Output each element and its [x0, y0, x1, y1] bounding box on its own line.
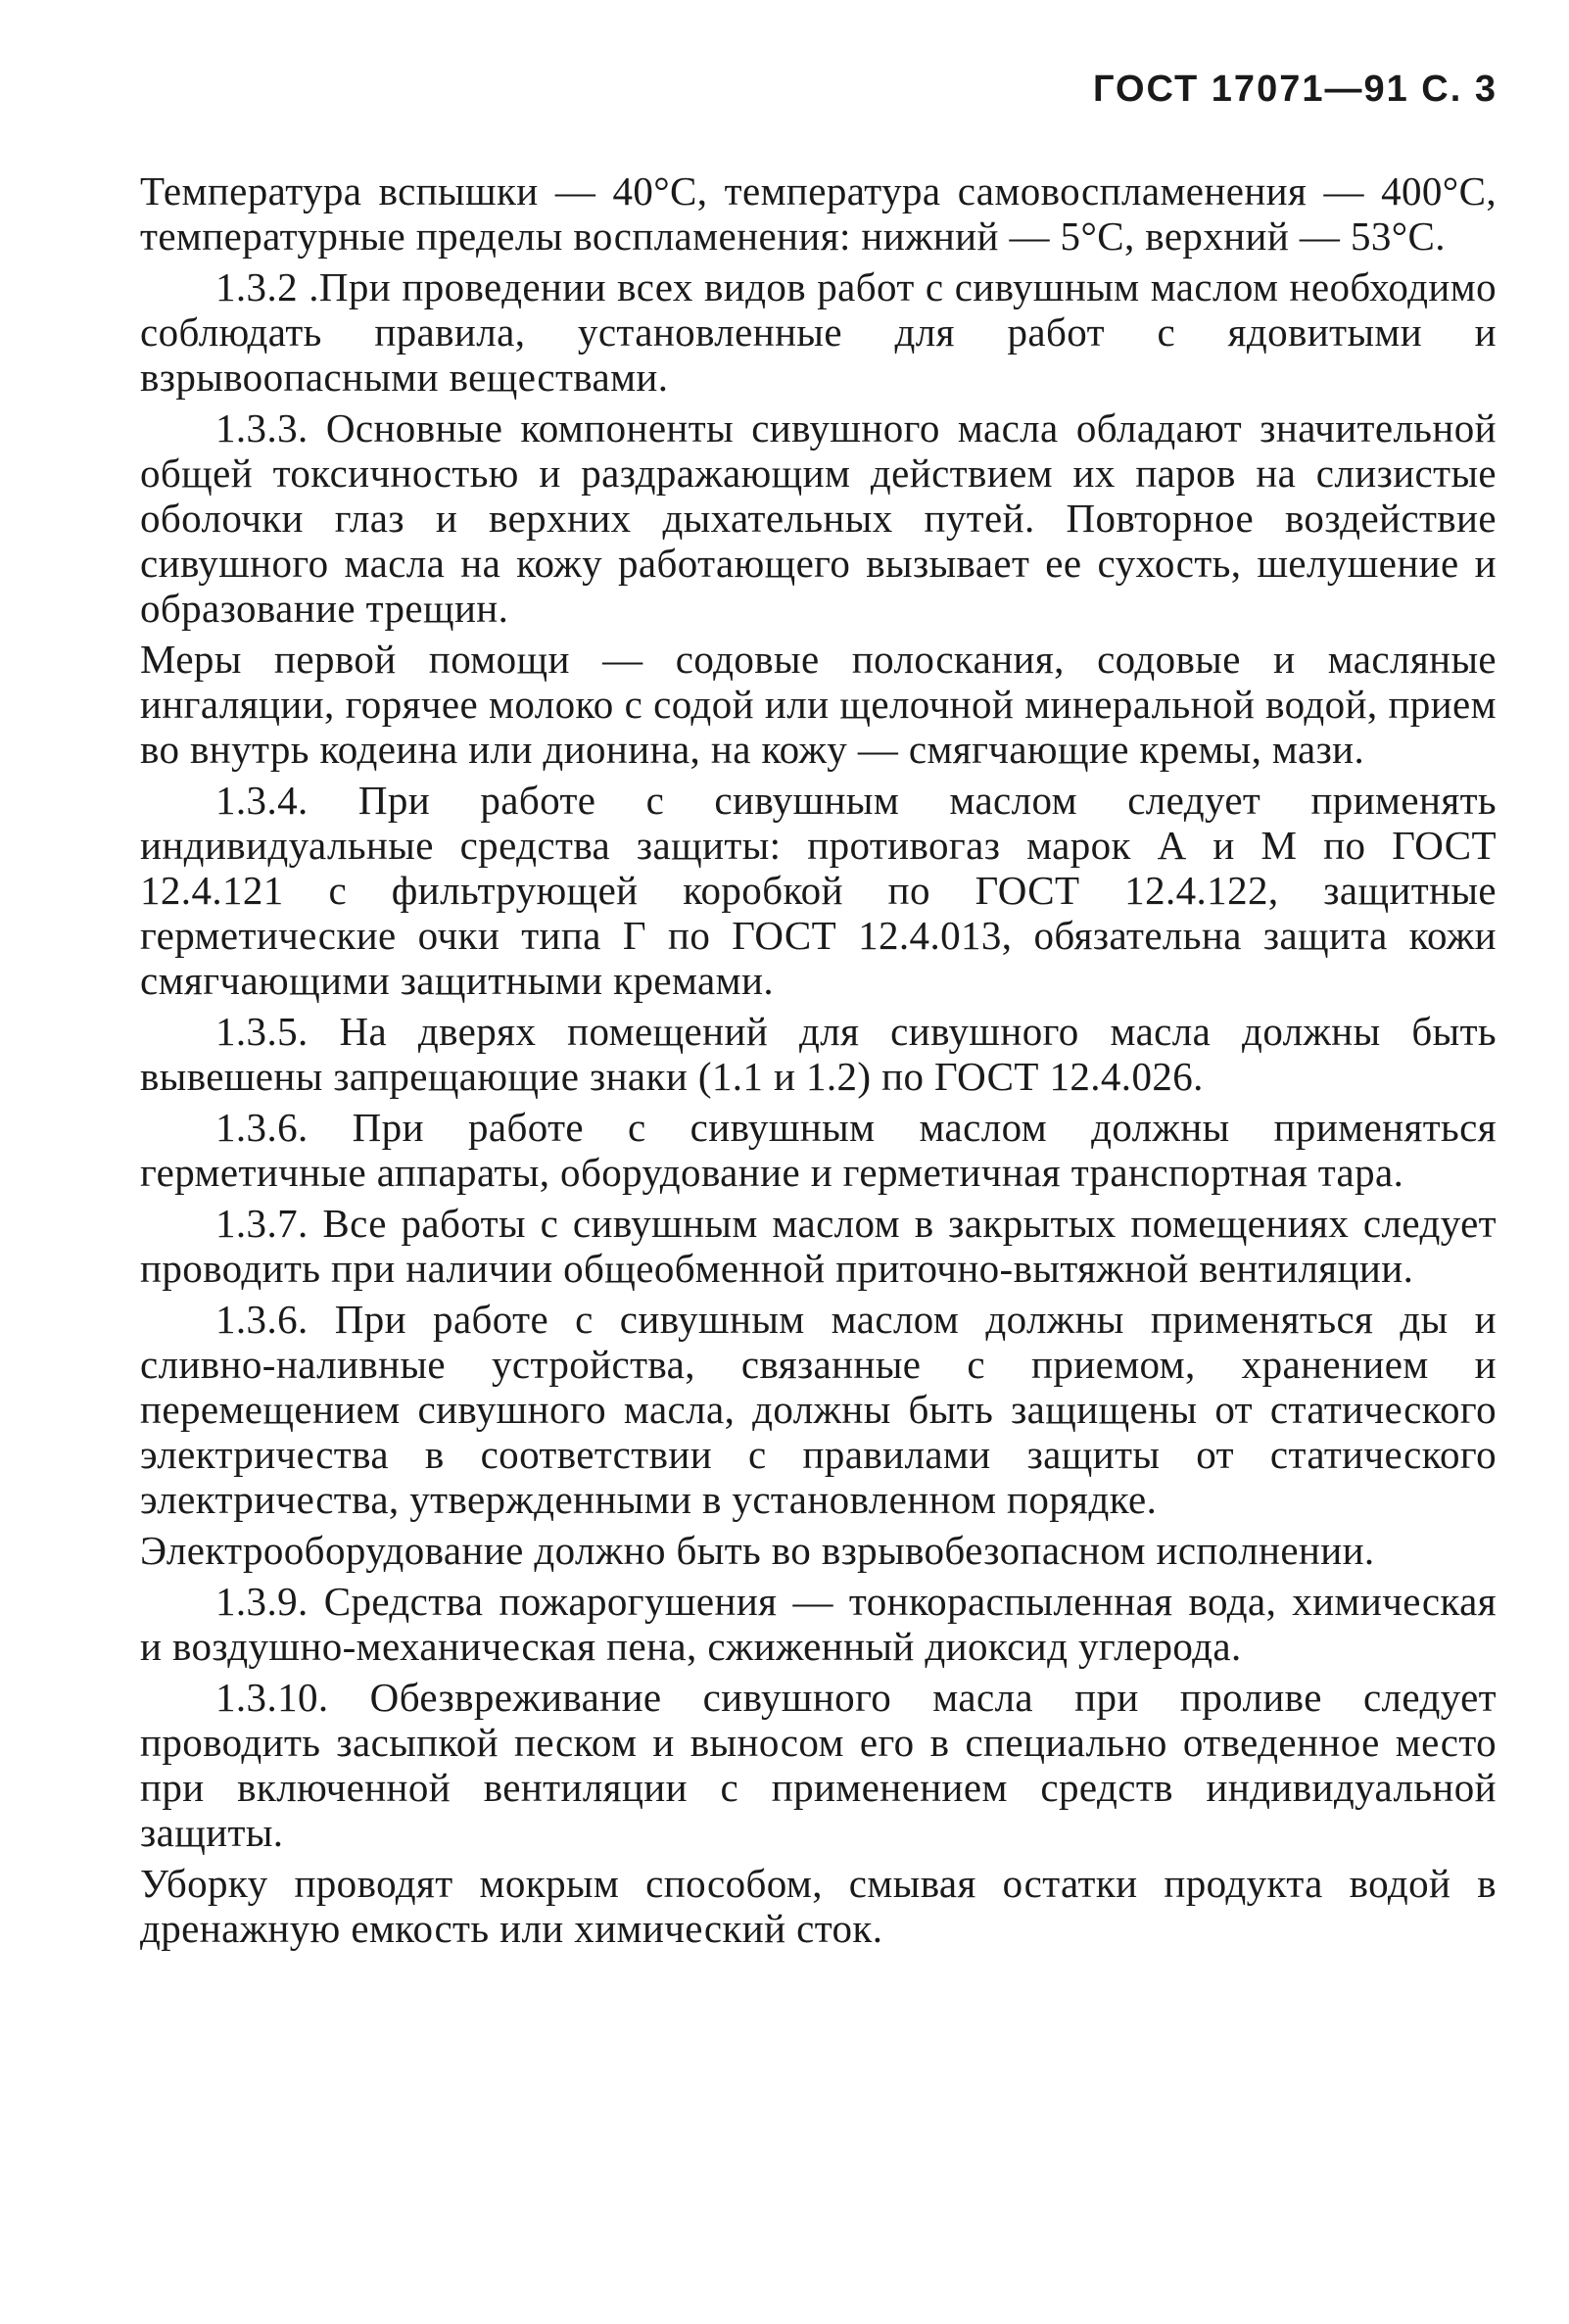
paragraph-1-3-7: 1.3.7. Все работы с сивушным маслом в закрытых помещениях следует проводить при наличии общеобменной приточно-вытяжной вентиляции.	[140, 1201, 1497, 1291]
paragraph-first-aid: Меры первой помощи — содовые полоскания, содовые и масляные ингаляции, горячее молоко с содой или щелочной минеральной водой, прием во внутрь кодеина или дионина, на кожу — смягчающие кремы, мази.	[140, 637, 1497, 772]
paragraph-1-3-6-static: 1.3.6. При работе с сивушным маслом должны применяться ды и сливно-наливные устройства, связанные с приемом, хранением и перемещением сивушного масла, должны быть защищены от статического электричества в соответствии с правилами защиты от статического электричества, утвержденными в установленном порядке.	[140, 1297, 1497, 1522]
paragraph-1-3-10: 1.3.10. Обезвреживание сивушного масла при проливе следует проводить засыпкой песком и выносом его в специально отведенное место при включенной вентиляции с применением средств индивидуальной защиты.	[140, 1675, 1497, 1855]
paragraph-1-3-3: 1.3.3. Основные компоненты сивушного масла обладают значительной общей токсичностью и раздражающим действием их паров на слизистые оболочки глаз и верхних дыхательных путей. Повторное воздействие сивушного масла на кожу работающего вызывает ее сухость, шелушение и образование трещин.	[140, 405, 1497, 631]
paragraph-1-3-4: 1.3.4. При работе с сивушным маслом следует применять индивидуальные средства защиты: противогаз марок А и М по ГОСТ 12.4.121 с фильтрующей коробкой по ГОСТ 12.4.122, защитные герметические очки типа Г по ГОСТ 12.4.013, обязательна защита кожи смягчающими защитными кремами.	[140, 778, 1497, 1003]
paragraph-electrical-equipment: Электрооборудование должно быть во взрывобезопасном исполнении.	[140, 1528, 1375, 1573]
document-body	[140, 168, 1497, 1957]
paragraph-cleanup: Уборку проводят мокрым способом, смывая остатки продукта водой в дренажную емкость или химический сток.	[140, 1861, 1497, 1951]
paragraph-1-3-6-equipment: 1.3.6. При работе с сивушным маслом должны применяться герметичные аппараты, оборудование и герметичная транспортная тара.	[140, 1105, 1497, 1195]
page-running-header: ГОСТ 17071—91 С. 3	[1092, 69, 1498, 110]
paragraph-1-3-9: 1.3.9. Средства пожарогушения — тонкораспыленная вода, химическая и воздушно-механическая пена, сжиженный диоксид углерода.	[140, 1579, 1497, 1669]
paragraph-flash-point: Температура вспышки — 40°С, температура самовоспламенения — 400°С, температурные пределы воспламенения: нижний — 5°С, верхний — 53°С.	[140, 168, 1497, 259]
paragraph-1-3-2: 1.3.2 .При проведении всех видов работ с сивушным маслом необходимо соблюдать правила, установленные для работ с ядовитыми и взрывоопасными веществами.	[140, 264, 1497, 400]
paragraph-1-3-5: 1.3.5. На дверях помещений для сивушного масла должны быть вывешены запрещающие знаки (1.1 и 1.2) по ГОСТ 12.4.026.	[140, 1009, 1497, 1099]
